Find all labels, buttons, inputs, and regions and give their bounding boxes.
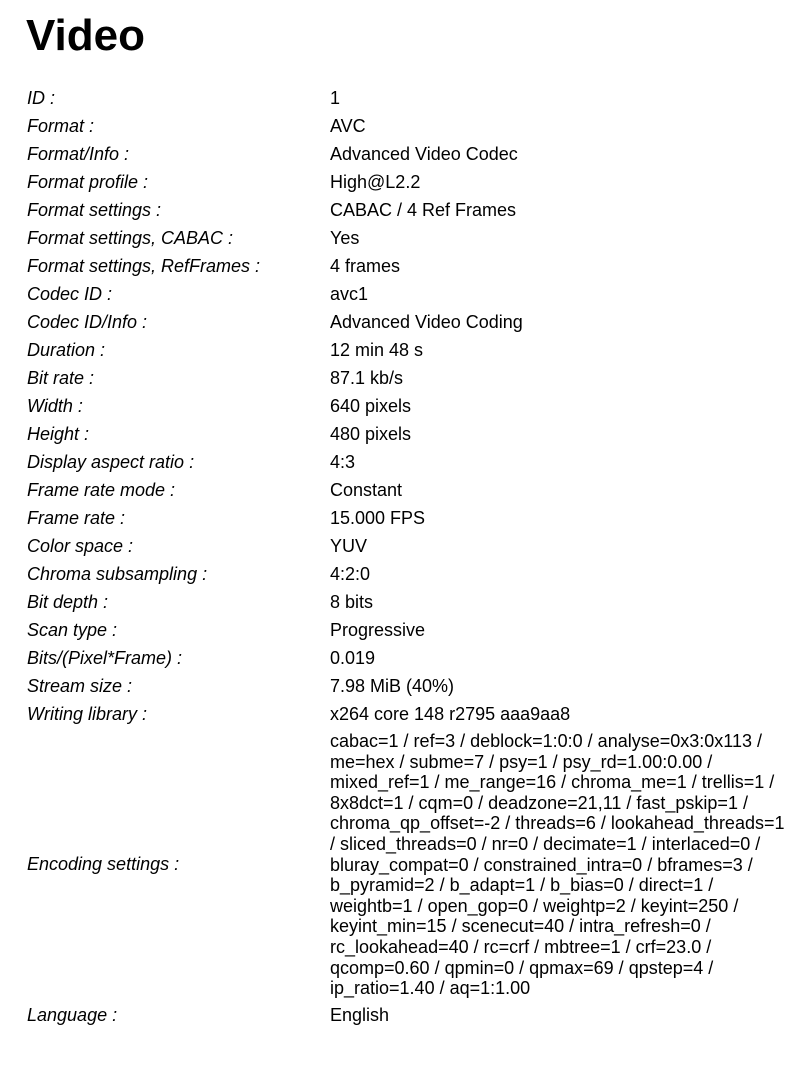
- property-row: [27, 196, 787, 224]
- property-value: Constant: [330, 480, 403, 500]
- property-value: English: [330, 1004, 390, 1025]
- property-label: Frame rate mode :: [27, 480, 176, 500]
- property-value: x264 core 148 r2795 aaa9aa8: [330, 704, 571, 724]
- property-label: Chroma subsampling :: [27, 564, 208, 584]
- property-value: 7.98 MiB (40%): [330, 676, 455, 696]
- property-row: [27, 728, 787, 1001]
- property-value: 4 frames: [330, 256, 401, 276]
- property-row: [27, 588, 787, 616]
- property-row: [27, 672, 787, 700]
- property-row: [27, 308, 787, 336]
- property-row: [27, 364, 787, 392]
- properties-body: [27, 84, 787, 1029]
- property-label: Bits/(Pixel*Frame) :: [27, 648, 183, 668]
- property-label: ID :: [27, 88, 56, 108]
- property-label: Width :: [27, 396, 83, 416]
- property-value: 4:3: [330, 452, 356, 472]
- property-label: Format settings, CABAC :: [27, 228, 234, 248]
- property-label: Frame rate :: [27, 508, 126, 528]
- property-value: 4:2:0: [330, 564, 371, 584]
- property-value: YUV: [330, 536, 368, 556]
- property-row: [27, 112, 787, 140]
- property-label: Codec ID :: [27, 284, 113, 304]
- property-row: [27, 420, 787, 448]
- property-row: [27, 532, 787, 560]
- property-value: 480 pixels: [330, 424, 412, 444]
- property-label: Format settings, RefFrames :: [27, 256, 261, 276]
- property-row: [27, 336, 787, 364]
- property-label: Encoding settings :: [27, 854, 180, 875]
- property-label: Duration :: [27, 340, 106, 360]
- property-value: 640 pixels: [330, 396, 412, 416]
- property-value: 8 bits: [330, 592, 374, 612]
- property-value: Advanced Video Coding: [330, 312, 523, 332]
- property-row: [27, 644, 787, 672]
- property-value: 15.000 FPS: [330, 508, 426, 528]
- property-value: cabac=1 / ref=3 / deblock=1:0:0 / analyse=0x3:0x113 / me=hex / subme=7 / psy=1 / psy_rd=1.00:0.00 / mixed_ref=1 / me_range=16 / chroma_me=1 / trellis=1 / 8x8dct=1 / cqm=0 / deadzone=21,11 / fast_pskip=1 / chroma_qp_offset=-2 / threads=6 / lookahead_threads=1 / sliced_threads=0 / nr=0 / decimate=1 / interlaced=0 / bluray_compat=0 / constrained_intra=0 / bframes=3 / b_pyramid=2 / b_adapt=1 / b_bias=0 / direct=1 / weightb=1 / open_gop=0 / weightp=2 / keyint=250 / keyint_min=15 / scenecut=40 / intra_refresh=0 / rc_lookahead=40 / rc=crf / mbtree=1 / crf=23.0 / qcomp=0.60 / qpmin=0 / qpmax=69 / qpstep=4 / ip_ratio=1.40 / aq=1:1.00: [330, 731, 785, 999]
- section-title: Video: [26, 11, 146, 60]
- property-row: [27, 476, 787, 504]
- property-value: Advanced Video Codec: [330, 144, 518, 164]
- property-row: [27, 224, 787, 252]
- property-label: Format profile :: [27, 172, 149, 192]
- property-value: AVC: [330, 116, 366, 136]
- property-label: Writing library :: [27, 704, 148, 724]
- property-value: 87.1 kb/s: [330, 368, 404, 388]
- property-label: Height :: [27, 424, 90, 444]
- property-label: Display aspect ratio :: [27, 452, 195, 472]
- property-value: avc1: [330, 284, 369, 304]
- property-label: Codec ID/Info :: [27, 312, 148, 332]
- property-row: [27, 280, 787, 308]
- property-label: Bit rate :: [27, 368, 95, 388]
- property-value: Progressive: [330, 620, 426, 640]
- property-label: Format settings :: [27, 200, 162, 220]
- property-label: Bit depth :: [27, 592, 109, 612]
- property-value: CABAC / 4 Ref Frames: [330, 200, 517, 220]
- property-label: Color space :: [27, 536, 134, 556]
- property-row: [27, 392, 787, 420]
- property-row: [27, 1001, 787, 1029]
- property-row: [27, 560, 787, 588]
- property-label: Language :: [27, 1004, 118, 1025]
- video-properties-table: [27, 84, 787, 1029]
- property-row: [27, 168, 787, 196]
- property-value: 0.019: [330, 648, 376, 668]
- property-label: Format :: [27, 116, 95, 136]
- property-label: Scan type :: [27, 620, 118, 640]
- property-row: [27, 84, 787, 112]
- property-label: Stream size :: [27, 676, 133, 696]
- property-row: [27, 504, 787, 532]
- property-row: [27, 252, 787, 280]
- property-row: [27, 448, 787, 476]
- property-value: High@L2.2: [330, 172, 421, 192]
- property-row: [27, 140, 787, 168]
- property-value: Yes: [330, 228, 360, 248]
- property-value: 12 min 48 s: [330, 340, 424, 360]
- property-row: [27, 616, 787, 644]
- property-row: [27, 700, 787, 728]
- property-value: 1: [330, 88, 341, 108]
- property-label: Format/Info :: [27, 144, 130, 164]
